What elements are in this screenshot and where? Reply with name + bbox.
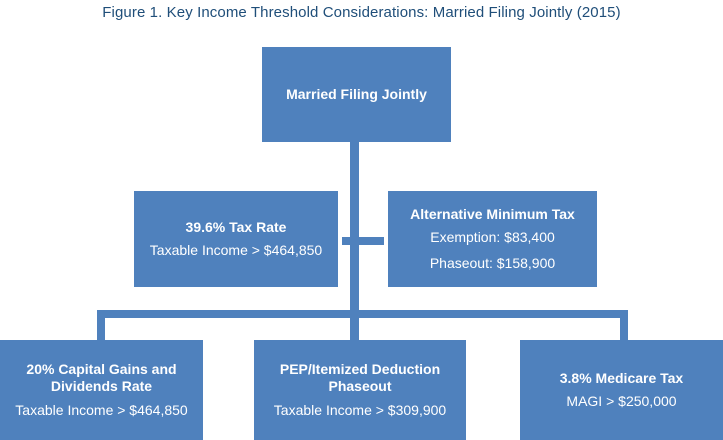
node-pep-itemized-deduction [254,340,466,440]
node-heading: Alternative Minimum Tax [410,205,575,222]
node-label: Married Filing Jointly [286,85,427,102]
connector-vertical-trunk [350,142,359,316]
node-detail: MAGI > $250,000 [566,393,677,409]
node-detail: Taxable Income > $309,900 [273,401,447,418]
connector-middle-crossbar [342,237,384,245]
node-39-6-tax-rate [134,191,338,287]
node-heading-line: Dividends Rate [50,378,153,395]
connector-horizontal-bus [97,310,628,318]
connector-drop-right [620,310,628,340]
node-detail: Exemption: $83,400 [430,229,555,246]
node-alternative-minimum-tax [388,191,597,287]
node-3-8-medicare-tax [520,340,723,440]
node-20-capital-gains [0,340,203,440]
node-heading: 39.6% Tax Rate [185,218,287,235]
connector-drop-left [97,310,105,340]
figure-title: Figure 1. Key Income Threshold Considerations: Married Filing Jointly (2015) [102,4,621,21]
node-heading [26,361,176,396]
node-heading-line: 3.8% Medicare Tax [559,369,684,386]
node-detail: Taxable Income > $464,850 [149,242,323,258]
node-heading-line: Phaseout [328,378,392,395]
node-detail: Phaseout: $158,900 [429,254,556,271]
node-detail: Taxable Income > $464,850 [15,401,188,418]
node-heading-line: 20% Capital Gains and [26,360,177,377]
node-heading [560,370,683,388]
connector-drop-center [350,310,359,340]
node-married-filing-jointly [262,47,451,142]
node-heading [280,361,440,396]
node-heading-line: PEP/Itemized Deduction [279,360,441,377]
